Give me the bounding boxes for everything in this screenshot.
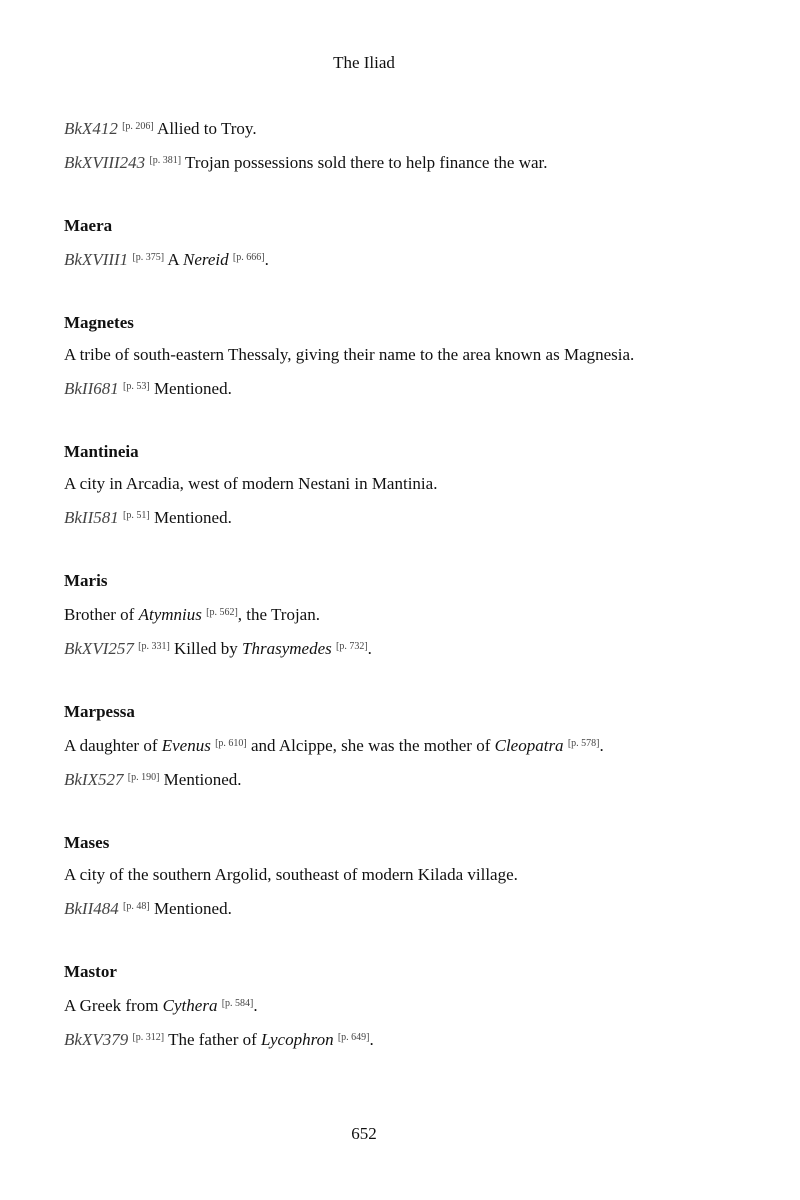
book-ref-link[interactable]: BkXVI257 [64, 639, 134, 658]
entry-term-magnetes: Magnetes [64, 313, 134, 332]
entry-description: A city of the southern Argolid, southeast of modern Kilada village. [64, 865, 518, 884]
book-ref-link[interactable]: BkII581 [64, 508, 119, 527]
page-number: 652 [351, 1124, 377, 1143]
page-ref: [p. 732] [336, 641, 368, 652]
reference-text: The father of [164, 1030, 262, 1049]
cross-ref-link[interactable]: Cythera [162, 996, 218, 1015]
reference-text: Trojan possessions sold there to help finance the war. [181, 153, 548, 172]
cross-ref-link[interactable]: Lycophron [261, 1030, 334, 1049]
cross-ref-link[interactable]: Atymnius [138, 605, 202, 624]
entry-term-maris: Maris [64, 571, 108, 590]
entry-description [64, 993, 662, 1017]
punctuation: . [599, 736, 604, 755]
entry-term-mastor: Mastor [64, 962, 117, 981]
entry-description [64, 602, 662, 626]
page-ref: [p. 649] [337, 1032, 370, 1043]
book-ref-link[interactable]: BkII484 [64, 899, 119, 918]
reference-line [64, 767, 662, 791]
glossary-content [64, 116, 662, 1061]
entry-term-mantineia: Mantineia [64, 442, 139, 461]
reference-text: A [164, 250, 184, 269]
reference-line [64, 376, 662, 400]
cross-ref-link[interactable]: Evenus [161, 736, 211, 755]
entry-term-marpessa: Marpessa [64, 702, 135, 721]
punctuation: . [367, 639, 372, 658]
punctuation: . [253, 996, 258, 1015]
reference-line [64, 150, 662, 174]
cross-ref-link[interactable]: Thrasymedes [242, 639, 332, 658]
description-text: and Alcippe, she was the mother of [246, 736, 495, 755]
page-ref: [p. 190] [127, 772, 160, 783]
page-ref: [p. 381] [149, 155, 182, 166]
punctuation: . [264, 250, 269, 269]
reference-line [64, 116, 662, 140]
page-ref: [p. 578] [567, 738, 600, 749]
reference-line [64, 1027, 662, 1051]
page-ref: [p. 51] [123, 510, 150, 521]
description-text: A Greek from [64, 996, 163, 1015]
cross-ref-link[interactable]: Nereid [183, 250, 229, 269]
reference-text: Mentioned. [149, 508, 232, 527]
book-ref-link[interactable]: BkXVIII1 [64, 250, 129, 269]
book-ref-link[interactable]: BkX412 [64, 119, 118, 138]
page-ref: [p. 331] [138, 641, 170, 652]
page-ref: [p. 562] [206, 607, 238, 618]
reference-text: Allied to Troy. [153, 119, 257, 138]
entry-description: A city in Arcadia, west of modern Nestani in Mantinia. [64, 474, 438, 493]
book-ref-link[interactable]: BkXVIII243 [64, 153, 146, 172]
page-ref: [p. 312] [132, 1032, 165, 1043]
description-text: , the Trojan. [237, 605, 320, 624]
running-header: The Iliad [333, 53, 395, 72]
entry-description: A tribe of south-eastern Thessaly, giving their name to the area known as Magnesia. [64, 345, 635, 364]
book-ref-link[interactable]: BkII681 [64, 379, 119, 398]
page-ref: [p. 206] [122, 121, 154, 132]
reference-text: Killed by [169, 639, 243, 658]
page-ref: [p. 584] [221, 998, 254, 1009]
cross-ref-link[interactable]: Cleopatra [494, 736, 564, 755]
page-ref: [p. 610] [215, 738, 247, 749]
entry-term-mases: Mases [64, 833, 110, 852]
page-ref: [p. 375] [132, 252, 165, 263]
entry-description [64, 733, 662, 757]
book-ref-link[interactable]: BkXV379 [64, 1030, 129, 1049]
reference-text: Mentioned. [159, 770, 242, 789]
page-ref: [p. 48] [123, 901, 150, 912]
description-text: A daughter of [64, 736, 162, 755]
book-ref-link[interactable]: BkIX527 [64, 770, 124, 789]
reference-line [64, 896, 662, 920]
punctuation: . [369, 1030, 374, 1049]
reference-text: Mentioned. [149, 379, 232, 398]
description-text: Brother of [64, 605, 139, 624]
page-ref: [p. 666] [232, 252, 265, 263]
reference-text: Mentioned. [149, 899, 232, 918]
page-ref: [p. 53] [123, 381, 150, 392]
reference-line [64, 636, 662, 660]
entry-term-maera: Maera [64, 216, 113, 235]
reference-line [64, 505, 662, 529]
reference-line [64, 247, 662, 271]
